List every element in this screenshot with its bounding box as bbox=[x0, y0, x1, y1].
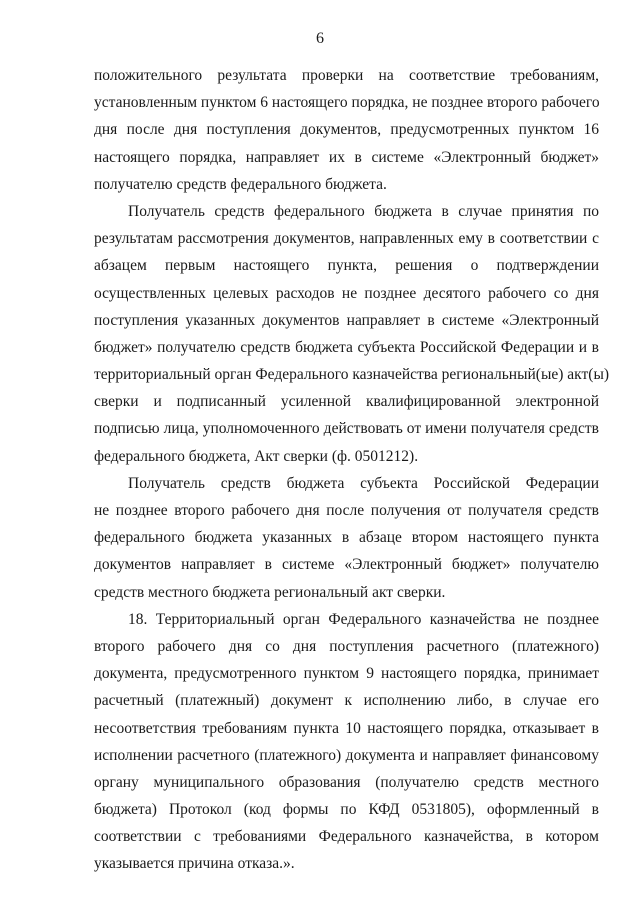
text-line: подписью лица, уполномоченного действовать от имени получателя средств bbox=[94, 420, 599, 438]
text-line: сверки и подписанный усиленной квалифицированной электронной bbox=[94, 393, 599, 411]
text-line: не позднее второго рабочего дня после получения от получателя средств bbox=[94, 502, 599, 519]
text-line: несоответствия требованиям пункта 10 настоящего порядка, отказывает в bbox=[94, 719, 599, 737]
text-line: Получатель средств федерального бюджета в случае принятия по bbox=[128, 202, 599, 220]
text-line: средств местного бюджета региональный акт сверки. bbox=[94, 583, 446, 601]
text-line: территориальный орган Федерального казначейства региональный(ые) акт(ы) bbox=[94, 366, 610, 384]
text-line: федерального бюджета, Акт сверки (ф. 0501212). bbox=[94, 447, 419, 465]
text-line: документа, предусмотренного пунктом 9 настоящего порядка, принимает bbox=[94, 665, 599, 683]
text-line: второго рабочего дня со дня поступления расчетного (платежного) bbox=[94, 637, 599, 655]
text-line: бюджета) Протокол (код формы по КФД 0531805), оформленный в bbox=[94, 801, 599, 819]
paragraph bbox=[94, 198, 610, 470]
text-line: абзацем первым настоящего пункта, решения о подтверждении bbox=[94, 257, 599, 275]
text-line: получателю средств федерального бюджета. bbox=[94, 175, 387, 193]
page-number: 6 bbox=[316, 30, 324, 47]
text-line: федерального бюджета указанных в абзаце втором настоящего пункта bbox=[94, 529, 599, 547]
paragraph bbox=[94, 606, 599, 878]
text-line: исполнении расчетного (платежного) документа и направляет финансовому bbox=[94, 746, 599, 764]
paragraph bbox=[94, 470, 599, 606]
text-line: дня после дня поступления документов, предусмотренных пунктом 16 bbox=[94, 121, 599, 139]
text-line: расчетный (платежный) документ к исполнению либо, в случае его bbox=[94, 692, 599, 710]
text-line: установленным пунктом 6 настоящего порядка, не позднее второго рабочего bbox=[94, 94, 600, 112]
text-line: 18. Территориальный орган Федерального казначейства не позднее bbox=[128, 610, 599, 628]
text-line: документов направляет в системе «Электронный бюджет» получателю bbox=[94, 556, 599, 574]
text-line: соответствии с требованиями Федерального казначейства, в котором bbox=[94, 828, 599, 846]
text-line: настоящего порядка, направляет их в системе «Электронный бюджет» bbox=[94, 148, 599, 166]
document-body bbox=[94, 62, 610, 878]
text-line: Получатель средств бюджета субъекта Российской Федерации bbox=[128, 474, 599, 492]
paragraph bbox=[94, 62, 599, 198]
text-line: положительного результата проверки на соответствие требованиям, bbox=[94, 67, 599, 84]
text-line: органу муниципального образования (получателю средств местного bbox=[94, 773, 599, 791]
text-line: указывается причина отказа.». bbox=[94, 855, 295, 873]
text-line: осуществленных целевых расходов не позднее десятого рабочего со дня bbox=[94, 284, 599, 302]
text-line: поступления указанных документов направляет в системе «Электронный bbox=[94, 311, 599, 329]
text-line: бюджет» получателю средств бюджета субъекта Российской Федерации и в bbox=[94, 338, 599, 356]
text-line: результатам рассмотрения документов, направленных ему в соответствии с bbox=[94, 230, 599, 248]
